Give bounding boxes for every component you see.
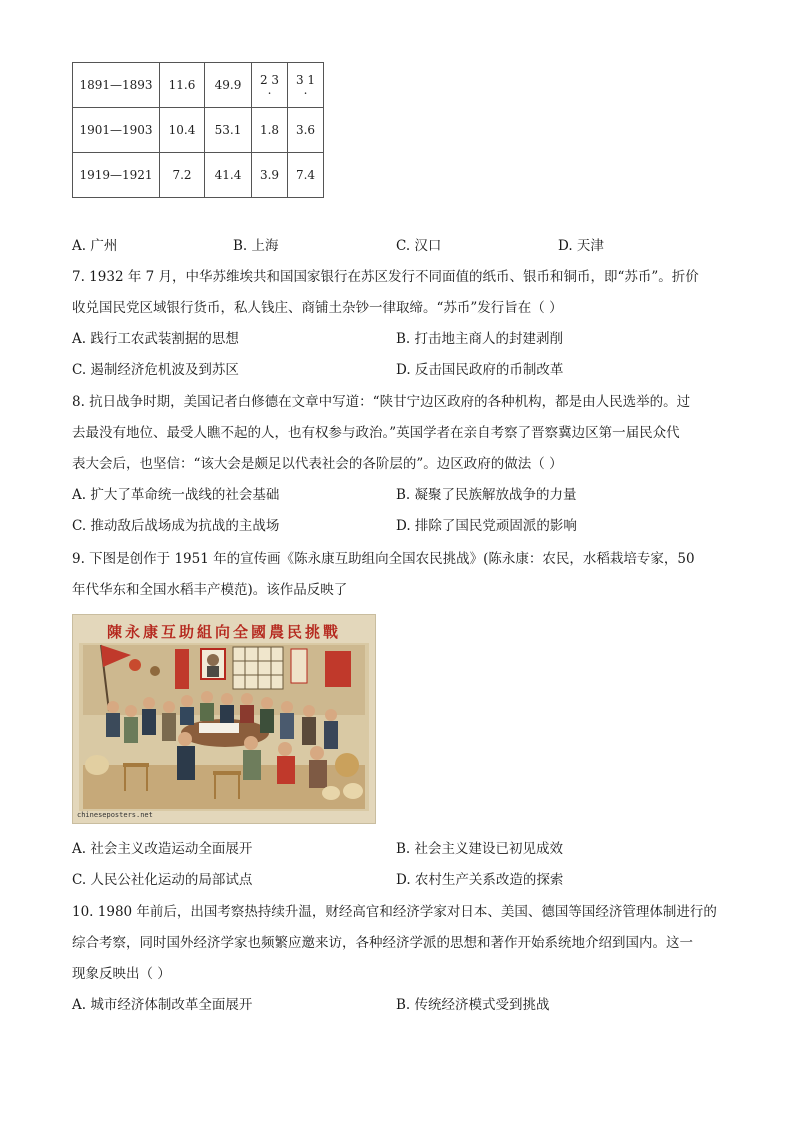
q6-option-c: C. 汉口 — [396, 238, 442, 254]
table-cell: 11.6 — [160, 63, 205, 108]
table-cell: 7.4 — [288, 153, 324, 198]
q9-stem-line: 年代华东和全国水稻丰产模范)。该作品反映了 — [72, 582, 348, 598]
table-cell: 53.1 — [205, 108, 252, 153]
table-row — [73, 63, 324, 108]
q8-stem-line: 去最没有地位、最受人瞧不起的人，也有权参与政治。”英国学者在亲自考察了晋察冀边区第一届民众代 — [72, 425, 680, 441]
poster-illustration — [73, 615, 375, 823]
table-cell: 3.6 — [288, 108, 324, 153]
table-cell: 1919—1921 — [73, 153, 160, 198]
q9-option-b: B. 社会主义建设已初见成效 — [396, 841, 564, 857]
q10-option-a: A. 城市经济体制改革全面展开 — [72, 997, 253, 1013]
q9-option-a: A. 社会主义改造运动全面展开 — [72, 841, 253, 857]
q9-option-c: C. 人民公社化运动的局部试点 — [72, 872, 253, 888]
poster-title: 陳永康互助組向全國農民挑戰 — [106, 623, 341, 641]
q7-stem-line: 7. 1932 年 7 月，中华苏维埃共和国国家银行在苏区发行不同面值的纸币、银币和铜币，即“苏币”。折价 — [72, 269, 699, 285]
q10-stem-line: 10. 1980 年前后，出国考察热持续升温，财经高官和经济学家对日本、美国、德国等国经济管理体制进行的 — [72, 904, 717, 920]
table-cell: 1891—1893 — [73, 63, 160, 108]
q8-option-d: D. 排除了国民党顽固派的影响 — [396, 518, 577, 534]
table-cell: 1.8 — [252, 108, 288, 153]
q7-option-d: D. 反击国民政府的币制改革 — [396, 362, 564, 378]
q8-option-c: C. 推动敌后战场成为抗战的主战场 — [72, 518, 280, 534]
q8-option-a: A. 扩大了革命统一战线的社会基础 — [72, 487, 280, 503]
q6-option-a: A. 广州 — [72, 238, 118, 254]
table-cell: 10.4 — [160, 108, 205, 153]
poster-watermark: chineseposters.net — [77, 811, 153, 819]
table-cell: 7.2 — [160, 153, 205, 198]
q9-stem-line: 9. 下图是创作于 1951 年的宣传画《陈永康互助组向全国农民挑战》(陈永康：农民，水稻栽培专家，50 — [72, 551, 695, 567]
propaganda-poster-image — [72, 614, 376, 824]
table-row — [73, 153, 324, 198]
table-cell: 2 3 . — [252, 63, 288, 108]
q6-option-d: D. 天津 — [558, 238, 604, 254]
q8-stem-line: 表大会后，也坚信：“该大会是颇足以代表社会的各阶层的”。边区政府的做法（ ） — [72, 456, 563, 472]
q10-stem-line: 综合考察，同时国外经济学家也频繁应邀来访，各种经济学派的思想和著作开始系统地介绍到国内。这一 — [72, 935, 693, 951]
table-cell: 3 1 . — [288, 63, 324, 108]
q6-option-b: B. 上海 — [233, 238, 279, 254]
table-cell: 41.4 — [205, 153, 252, 198]
table-cell: 49.9 — [205, 63, 252, 108]
q7-option-b: B. 打击地主商人的封建剥削 — [396, 331, 564, 347]
q10-option-b: B. 传统经济模式受到挑战 — [396, 997, 550, 1013]
table-cell: 1901—1903 — [73, 108, 160, 153]
q8-stem-line: 8. 抗日战争时期，美国记者白修德在文章中写道：“陕甘宁边区政府的各种机构，都是由人民选举的。过 — [72, 394, 691, 410]
q7-option-a: A. 践行工农武装割据的思想 — [72, 331, 239, 347]
q7-option-c: C. 遏制经济危机波及到苏区 — [72, 362, 239, 378]
table-row — [73, 108, 324, 153]
q10-stem-line: 现象反映出（ ） — [72, 966, 171, 982]
q9-option-d: D. 农村生产关系改造的探索 — [396, 872, 564, 888]
table-cell: 3.9 — [252, 153, 288, 198]
data-table — [72, 62, 324, 198]
q7-stem-line: 收兑国民党区域银行货币，私人钱庄、商铺土杂钞一律取缔。“苏币”发行旨在（ ） — [72, 300, 563, 316]
q8-option-b: B. 凝聚了民族解放战争的力量 — [396, 487, 577, 503]
